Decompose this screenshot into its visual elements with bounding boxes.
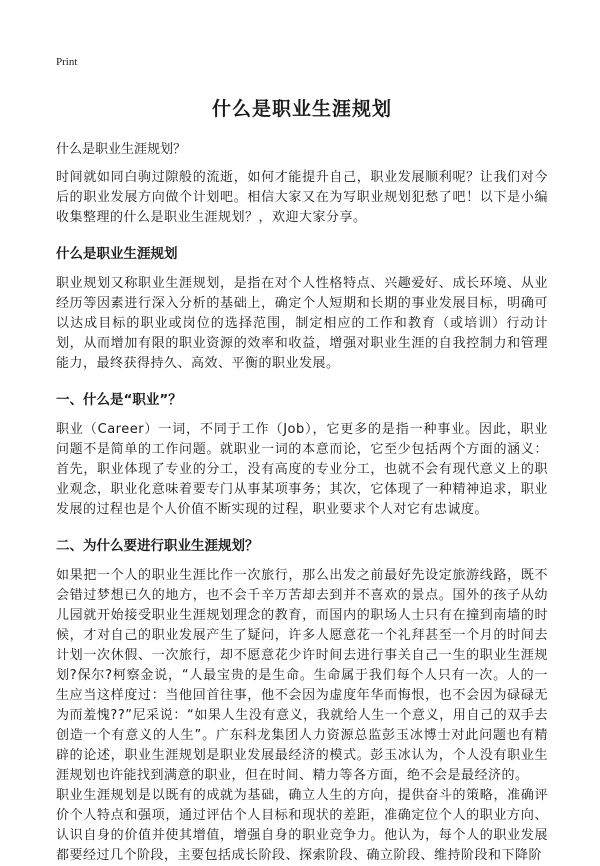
section-heading-what-is-career: 一、什么是“职业”？	[56, 392, 182, 408]
section-career-paragraph: 职业（Career）一词，不同于工作（Job），它更多的是指一种事业。因此，职业问题不是简单的工作问题。就职业一词的本意而论，它至少包括两个方面的涵义：首先，职业体现了专业的分工，没有高度的专业分工，也就不会有现代意义上的职业观念，职业化意味着要专门从事某项事务；其次，它体现了一种精神追求，职业发展的过程也是个人价值不断实现的过程，职业要求个人对它有忠诚度。	[56, 422, 548, 517]
intro-question: 什么是职业生涯规划？	[56, 142, 187, 157]
section-heading-why-plan: 二、为什么要进行职业生涯规划？	[56, 538, 259, 554]
section-why-paragraph-2: 职业生涯规划是以既有的成就为基础，确立人生的方向，提供奋斗的策略，准确评价个人特点和强项，通过评估个人目标和现状的差距，准确定位个人的职业方向、认识自身的价值并使其增值，增强自身的职业竞争力。他认为，每个人的职业发展都要经过几个阶段，主要包括成长阶段、探索阶段、确立阶段、维持阶段和下降阶	[56, 788, 548, 863]
section-heading-definition: 什么是职业生涯规划	[56, 246, 178, 262]
section-why-paragraph-1: 如果把一个人的职业生涯比作一次旅行，那么出发之前最好先设定旅游线路，既不会错过梦想已久的地方，也不会千辛万苦却去到并不喜欢的景点。国外的孩子从幼儿园就开始接受职业生涯规划理念的教育，而国内的职场人士只有在撞到南墙的时候，才对自己的职业发展产生了疑问，许多人愿意花一个礼拜甚至一个月的时间去计划一次休假、一次旅行，却不愿意花少许时间去进行事关自己一生的职业生涯规划?保尔?柯察金说，“人最宝贵的是生命。生命属于我们每个人只有一次。人的一生应当这样度过：当他回首往事，他不会因为虚度年华而悔恨，也不会因为碌碌无为而羞愧??”尼采说：“如果人生没有意义，我就给人生一个意义，用自己的双手去创造一个有意义的人生”。广东科龙集团人力资源总监彭玉冰博士对此问题也有精辟的论述，职业生涯规划是职业发展最经济的模式。彭玉冰认为，个人没有职业生涯规划也许能找到满意的职业，但在时间、精力等各方面，绝不会是最经济的。	[56, 568, 548, 783]
page-title: 什么是职业生涯规划	[211, 98, 392, 120]
section-definition-paragraph: 职业规划又称职业生涯规划，是指在对个人性格特点、兴趣爱好、成长环境、从业经历等因素进行深入分析的基础上，确定个人短期和长期的事业发展目标，明确可以达成目标的职业或岗位的选择范围，制定相应的工作和教育（或培训）行动计划，从而增加有限的职业资源的效率和收益，增强对职业生涯的自我控制力和管理能力，最终获得持久、高效、平衡的职业发展。	[56, 276, 548, 371]
print-link[interactable]: Print	[56, 56, 78, 68]
intro-paragraph: 时间就如同白驹过隙般的流逝，如何才能提升自己，职业发展顺利呢？让我们对今后的职业发展方向做个计划吧。相信大家又在为写职业规划犯愁了吧！以下是小编收集整理的什么是职业生涯规划？，欢迎大家分享。	[56, 170, 548, 225]
